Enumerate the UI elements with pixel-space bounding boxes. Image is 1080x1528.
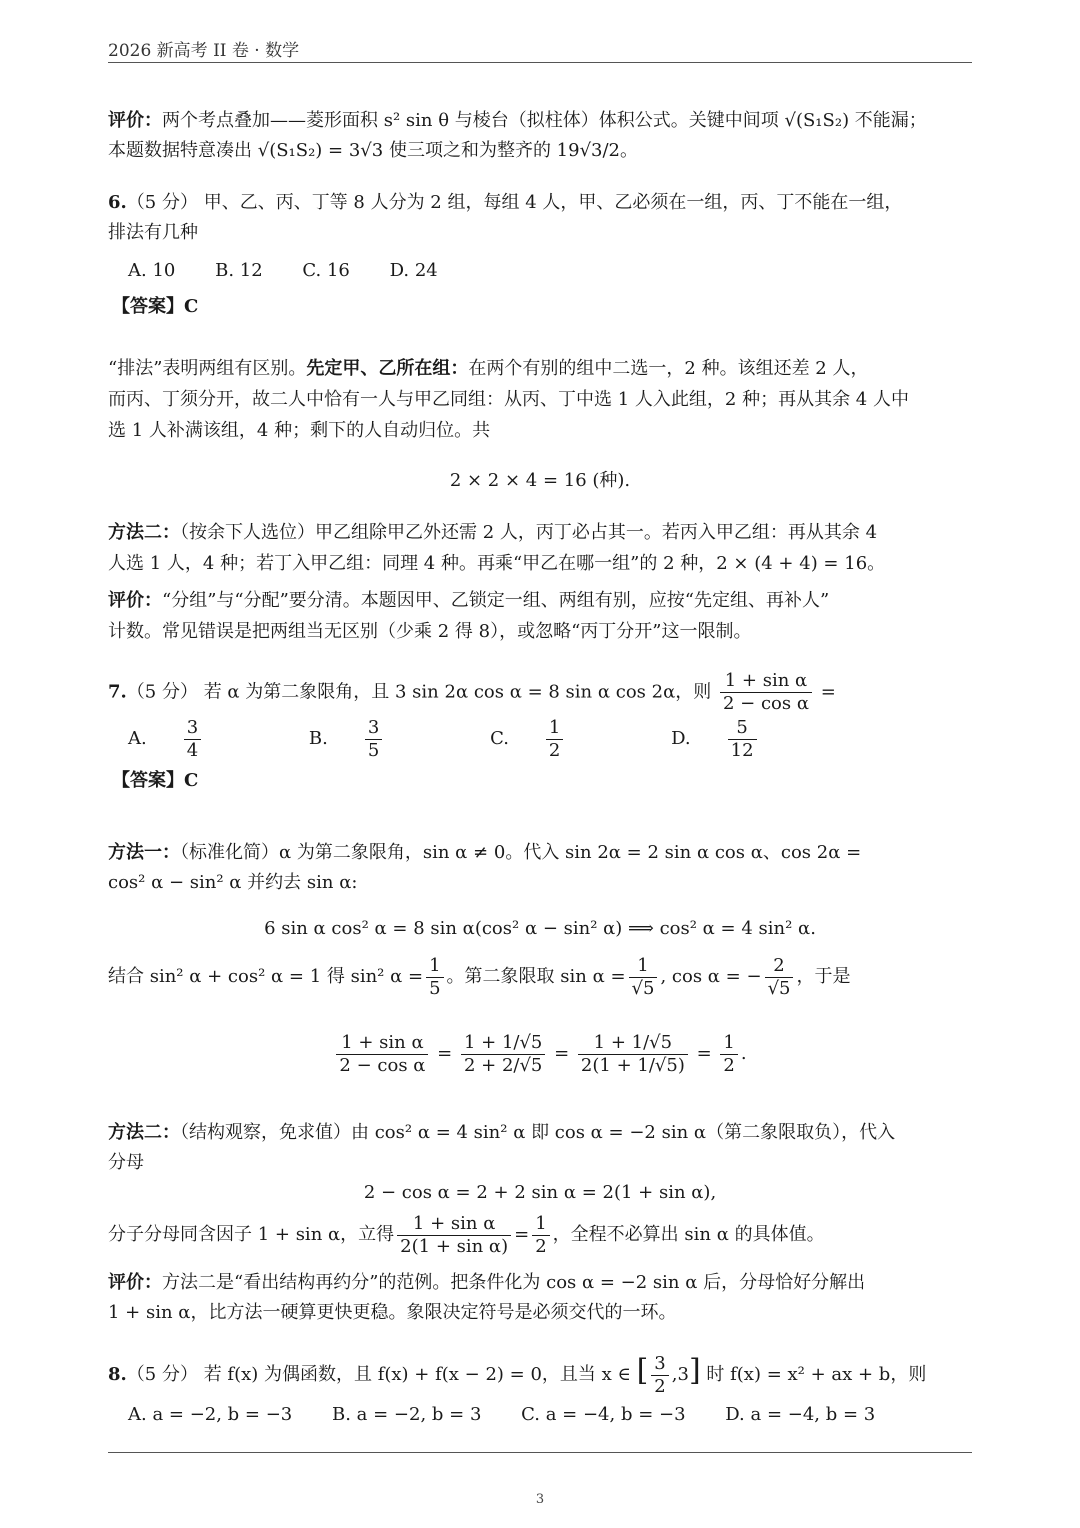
q8-interval-num: 3 (651, 1353, 668, 1376)
q6-option-d: D. 24 (389, 260, 438, 281)
q7-review-text1: 方法二是“看出结构再约分”的范例。把条件化为 cos α = −2 sin α 后，分母恰好分解出 (162, 1272, 866, 1293)
q7-m2-frac1 (397, 1213, 511, 1258)
q7-m2-frac1-num: 1 + sin α (397, 1213, 511, 1236)
q7-big-frac3-num: 1 + 1/√5 (578, 1032, 688, 1055)
q7-option-d-num: 5 (728, 717, 757, 740)
q7-big-frac4-num: 1 (720, 1032, 737, 1055)
q7-m1-text3a: 结合 sin² α + cos² α = 1 得 sin² α = (108, 966, 424, 987)
q7-method2-line1 (108, 1118, 972, 1148)
q7-option-a-letter: A. (128, 728, 147, 749)
q6-stem-line1 (108, 188, 972, 218)
q7-m1-frac2-num: 1 (629, 955, 658, 978)
q7-option-b-num: 3 (365, 717, 382, 740)
q7-option-a-frac (184, 717, 235, 762)
q6-option-b: B. 12 (215, 260, 263, 281)
q6-method2-line2: 人选 1 人，4 种；若丁入甲乙组：同理 4 种。再乘“甲乙在哪一组”的 2 种，2 × (4 + 4) = 16。 (108, 553, 886, 574)
q7-big-frac2 (461, 1032, 545, 1077)
q7-big-frac4-den: 2 (723, 1054, 735, 1076)
q8-options (128, 1400, 909, 1430)
q7-method1-big-formula: $\frac{\text{1 + sin α}}{\text{2 − cos α}}$ = $\frac{1 + 1/√5}{2 + 2/√5}$ = $\frac{1 + 1/√5}{2(1 + 1/√5)}$ = $\frac{1}{2}$ . (108, 1028, 972, 1080)
review5-line2: 本题数据特意凑出 √(S₁S₂) = 3√3 使三项之和为整齐的 19√3/2。 (108, 140, 639, 161)
review5-label: 评价： (108, 110, 162, 131)
q7-m2-frac2 (532, 1213, 549, 1258)
q7-option-b-letter: B. (308, 728, 328, 749)
q7-method2-formula: 2 − cos α = 2 + 2 sin α = 2(1 + sin α), (363, 1182, 717, 1203)
q7-method1-line3 (108, 954, 972, 1000)
q7-method2-text1: （结构观察，免求值）由 cos² α = 4 sin² α 即 cos α = −2 sin α（第二象限取负），代入 (180, 1122, 896, 1143)
q7-m1-text3d: ，于是 (796, 966, 851, 987)
q8-stem-text-a: （5 分） 若 f(x) 为偶函数，且 f(x) + f(x − 2) = 0，且当 x ∈ (126, 1364, 631, 1385)
q7-option-a-den: 4 (186, 739, 199, 761)
q8-number: 8. (108, 1364, 127, 1385)
q7-option-d (671, 716, 824, 761)
q7-answer: 【答案】C (112, 770, 199, 791)
q7-method1-formula: 6 sin α cos² α = 8 sin α(cos² α − sin² α) ⟹ cos² α = 4 sin² α. (264, 918, 816, 939)
q7-stem-frac-num: 1 + sin α (720, 670, 812, 693)
q7-m1-text3c: , cos α = − (660, 966, 762, 987)
q7-number: 7. (108, 681, 127, 703)
q7-method1-line2: cos² α − sin² α 并约去 sin α: (108, 872, 358, 893)
q7-m1-text3b: 。第二象限取 sin α = (446, 966, 626, 987)
q7-m1-frac1-num: 1 (426, 955, 443, 978)
q7-big-frac1 (336, 1032, 428, 1077)
q6-number: 6. (108, 192, 127, 213)
q7-option-b-frac (365, 717, 416, 762)
q8-interval-open-bracket: [ (636, 1353, 649, 1388)
q6-solution-line1 (108, 354, 972, 384)
q7-m2-text3b: ，全程不必算出 sin α 的具体值。 (552, 1224, 825, 1245)
q7-m1-frac2-den: √5 (631, 977, 655, 999)
q6-method2-text1: （按余下人选位）甲乙组除甲乙外还需 2 人，丙丁必占其一。若丙入甲乙组：再从其余 4 (180, 522, 878, 543)
q7-option-c-den: 2 (548, 739, 561, 761)
page-header: 2026 新高考 II 卷 · 数学 (108, 41, 300, 61)
q7-m1-frac2 (629, 955, 658, 1000)
q6-stem-line2: 排法有几种 (108, 222, 198, 243)
q7-m2-frac2-num: 1 (532, 1213, 549, 1236)
q7-big-frac2-num: 1 + 1/√5 (461, 1032, 545, 1055)
q6-review-line1 (108, 586, 972, 616)
q7-method1-label: 方法一： (108, 842, 180, 863)
q6-answer: 【答案】C (112, 296, 199, 317)
q8-option-c: C. a = −4, b = −3 (521, 1404, 686, 1425)
q7-review-label: 评价： (108, 1272, 162, 1293)
q7-option-d-letter: D. (671, 728, 691, 749)
q7-big-frac4 (720, 1032, 737, 1077)
q7-option-b-den: 5 (367, 739, 380, 761)
q7-big-frac3-den: 2(1 + 1/√5) (580, 1054, 685, 1076)
q7-option-a (128, 716, 269, 761)
q6-sol-bold: 先定甲、乙所在组： (306, 358, 469, 379)
q7-review-line1 (108, 1268, 972, 1298)
q8-stem: 8.（5 分） 若 f(x) 为偶函数，且 f(x) + f(x − 2) = 0，且当 x ∈ [ $\frac{3}{2}$ ,3] 时 f(x) = x² + ax + b，则 (108, 1352, 927, 1397)
q7-m2-text3a: 分子分母同含因子 1 + sin α，立得 (108, 1224, 395, 1245)
q7-big-frac2-den: 2 + 2/√5 (463, 1054, 543, 1076)
q7-option-b (308, 716, 450, 761)
q7-m1-frac3 (765, 955, 794, 1000)
q7-big-frac3 (578, 1032, 688, 1077)
q7-m1-frac3-num: 2 (765, 955, 794, 978)
q7-stem-frac-den: 2 − cos α (722, 693, 809, 714)
q7-m1-frac1-den: 5 (429, 977, 441, 999)
q7-review-line2: 1 + sin α，比方法一硬算更快更稳。象限决定符号是必须交代的一环。 (108, 1302, 677, 1323)
q7-big-frac1-num: 1 + sin α (336, 1032, 428, 1055)
q7-option-d-frac (728, 717, 791, 762)
q6-options (128, 256, 472, 286)
q7-option-c-num: 1 (546, 717, 563, 740)
q6-review-text1: “分组”与“分配”要分清。本题因甲、乙锁定一组、两组有别，应按“先定组、再补人” (162, 590, 830, 611)
q7-m2-frac2-den: 2 (535, 1235, 547, 1257)
q7-stem-fraction (720, 670, 812, 715)
q6-method2-label: 方法二： (108, 522, 180, 543)
q7-method2-line2: 分母 (108, 1152, 144, 1173)
q6-solution-line3: 选 1 人补满该组，4 种；剩下的人自动归位。共 (108, 420, 491, 441)
q6-solution-line2: 而丙、丁须分开，故二人中恰有一人与甲乙同组：从丙、丁中选 1 人入此组，2 种；再从其余 4 人中 (108, 389, 909, 410)
q7-method1-line1 (108, 838, 972, 868)
q7-m1-frac1 (426, 955, 443, 1000)
q7-method2-label: 方法二： (108, 1122, 180, 1143)
q6-review-line2: 计数。常见错误是把两组当无区别（少乘 2 得 8），或忽略“丙丁分开”这一限制。 (108, 621, 752, 642)
q8-interval-end: 3 (677, 1364, 689, 1385)
q6-option-a: A. 10 (128, 260, 176, 281)
q8-option-a: A. a = −2, b = −3 (128, 1404, 293, 1425)
q7-option-c-frac (546, 717, 597, 762)
q7-option-c (490, 716, 631, 761)
q7-big-frac1-den: 2 − cos α (339, 1054, 426, 1076)
footer-rule (108, 1452, 972, 1453)
q7-option-a-num: 3 (184, 717, 201, 740)
q7-stem (108, 670, 972, 715)
q8-interval-den: 2 (654, 1375, 666, 1397)
q7-stem-equals: = (820, 681, 836, 703)
review5-line1 (108, 106, 972, 136)
q7-m1-frac3-den: √5 (767, 977, 791, 999)
q6-stem-text: （5 分） 甲、乙、丙、丁等 8 人分为 2 组，每组 4 人，甲、乙必须在一组，丙、丁不能在一组， (126, 192, 903, 213)
q8-stem-text-b: 时 f(x) = x² + ax + b，则 (706, 1364, 927, 1385)
q7-stem-text: （5 分） 若 α 为第二象限角，且 3 sin 2α cos α = 8 sin α cos 2α，则 (126, 681, 712, 703)
q6-review-label: 评价： (108, 590, 162, 611)
q7-option-c-letter: C. (490, 728, 509, 749)
q7-m2-frac1-den: 2(1 + sin α) (400, 1235, 509, 1257)
q7-method1-text1: （标准化简）α 为第二象限角，sin α ≠ 0。代入 sin 2α = 2 sin α cos α、cos 2α = (180, 842, 862, 863)
header-rule (108, 62, 972, 63)
q6-method2-line1 (108, 518, 972, 548)
q8-interval-close-bracket: ] (688, 1353, 701, 1388)
page-number: 3 (535, 1492, 545, 1507)
q7-options (128, 716, 859, 762)
q7-method2-line3: 分子分母同含因子 1 + sin α，立得 $\frac{\text{1 + sin α}}{\text{2(1 + sin α)}}$ = $\frac{1}{2}$ ，全程不必算出 sin α 的具体值。 (108, 1212, 825, 1257)
q8-option-d: D. a = −4, b = 3 (725, 1404, 876, 1425)
q8-interval-frac (651, 1353, 668, 1398)
review5-text1: 两个考点叠加——菱形面积 s² sin θ 与棱台（拟柱体）体积公式。关键中间项 √(S₁S₂) 不能漏； (162, 110, 927, 131)
q6-sol-text1b: 在两个有别的组中二选一，2 种。该组还差 2 人， (468, 358, 869, 379)
q6-sol-text1: “排法”表明两组有区别。 (108, 358, 307, 379)
q6-option-c: C. 16 (302, 260, 350, 281)
q8-option-b: B. a = −2, b = 3 (332, 1404, 482, 1425)
q6-formula: 2 × 2 × 4 = 16 (种). (449, 470, 631, 491)
q7-option-d-den: 12 (730, 739, 754, 761)
